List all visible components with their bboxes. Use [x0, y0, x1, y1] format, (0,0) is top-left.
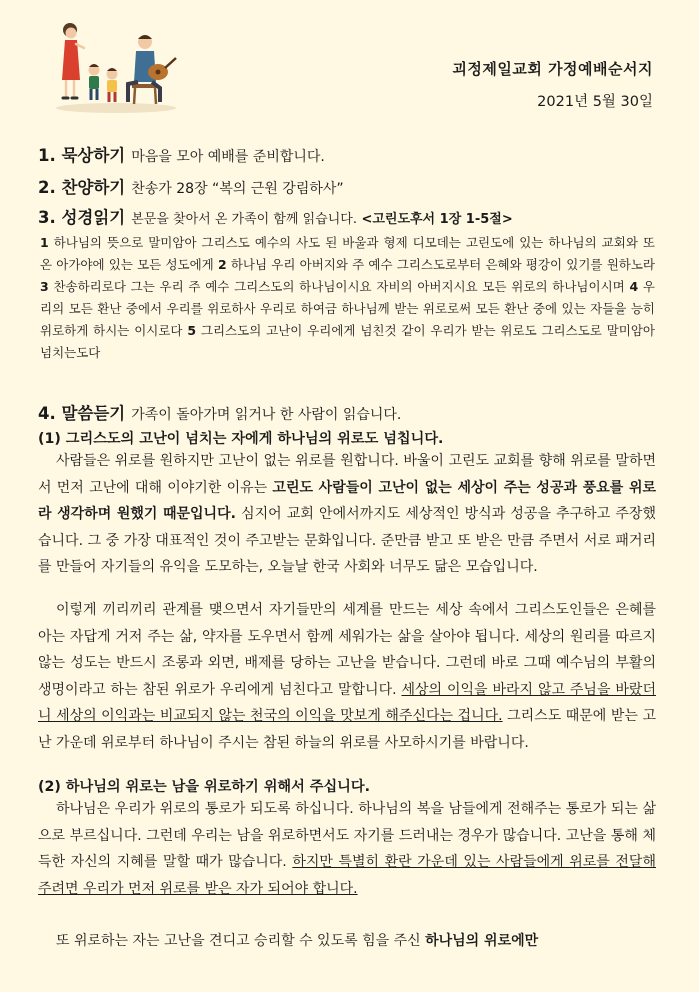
church-service-title: 괴정제일교회 가정예배순서지: [452, 60, 653, 78]
step-heading: 1. 묵상하기: [38, 146, 126, 165]
sermon-paragraph-2: [38, 597, 656, 756]
verse-number: 5: [187, 323, 197, 338]
verse-text: 찬송하리로다 그는 우리 주 예수 그리스도의 하나님이시요 자비의 아버지시요 모든 위로의 하나님이시며: [53, 279, 625, 294]
verse-text: 하나님의 뜻으로 말미암아 그리스도 예수의 사도 된 바울과 형제 디모데는 고린도에 있는 하나님의 교회와 또 온 아가야에 있는 모든 성도에게: [40, 235, 655, 272]
paragraph-text: 이렇게 끼리끼리 관계를 맺으면서 자기들만의 세계를 만드는 세상 속에서 그리스도인들은 은혜를 아는 자답게 거저 주는 삶, 약자를 도우면서 함께 세워가는 삶을 살아야 됩니다. 세상의 원리를 따르지 않는 성도는 반드시 조롱과 외면, 배제를 당하는 고난을 받습니다. 그런데 바로 그때 예수님의 부활의 생명이라고 하는 참된 위로가 우리에게 넘친다고 말합니다.: [38, 602, 656, 698]
step-text: 본문을 찾아서 온 가족이 함께 읽습니다.: [131, 212, 357, 227]
sermon-point-1-title: (1) 그리스도의 고난이 넘치는 자에게 하나님의 위로도 넘칩니다.: [38, 431, 444, 447]
verse-text: 우리의 모든 환난 중에서 우리를 위로하사 우리로 하여금 하나님께 받는 위로로써 모든 환난 중에 있는 자들을 능히 위로하게 하시는 이시로다: [40, 279, 655, 338]
emphasis-text: 고린도 사람들이 고난이 없는 세상이 주는 성공과 풍요를 위로라 생각하며 원했기 때문입니다.: [38, 479, 656, 522]
sermon-paragraph-3: [38, 796, 656, 902]
emphasis-text: 하나님의 위로에만: [425, 933, 539, 949]
service-date: 2021년 5월 30일: [537, 94, 653, 110]
step-meditation: [38, 142, 325, 166]
sermon-paragraph-1: [38, 448, 656, 581]
verse-number: 3: [40, 279, 49, 294]
sermon-point-2-title: (2) 하나님의 위로는 남을 위로하기 위해서 주십니다.: [38, 779, 370, 795]
step-text: 가족이 돌아가며 읽거나 한 사람이 읽습니다.: [131, 407, 402, 423]
step-heading: 2. 찬양하기: [38, 178, 126, 197]
paragraph-text: 심지어 교회 안에서까지도 세상적인 방식과 성공을 추구하고 주장했습니다. 그 중 가장 대표적인 것이 주고받는 문화입니다. 준만큼 받고 또 받은 만큼 주면서 서로 패거리를 만들어 자기들의 유익을 도모하는, 오늘날 한국 사회와 너무도 닮은 모습입니다.: [38, 506, 656, 575]
step-text: 마음을 모아 예배를 준비합니다.: [131, 149, 325, 165]
underlined-text: 하지만 특별히 환란 가운데 있는 사람들에게 위로를 전달해 주려면 우리가 먼저 위로를 받은 자가 되어야 합니다.: [38, 854, 656, 897]
step-heading: 4. 말씀듣기: [38, 404, 126, 423]
paragraph-text: 또 위로하는 자는 고난을 견디고 승리할 수 있도록 힘을 주신: [56, 933, 426, 949]
step-sermon: [38, 400, 401, 424]
verse-number: 2: [217, 257, 227, 272]
step-bible-reading: [38, 204, 513, 228]
paragraph-text: 그리스도 때문에 받는 고난 가운데 위로부터 하나님이 주시는 참된 하늘의 위로를 사모하시기를 바랍니다.: [38, 708, 656, 751]
sermon-paragraph-4: [38, 928, 656, 955]
paragraph-text: 하나님은 우리가 위로의 통로가 되도록 하십니다. 하나님의 복을 남들에게 전해주는 통로가 되는 삶으로 부르십니다. 그런데 우리는 남을 위로하면서도 자기를 드러내는 경우가 많습니다. 고난을 통해 체득한 자신의 지혜를 말할 때가 많습니다.: [38, 801, 656, 870]
underlined-text: 세상의 이익을 바라지 않고 주님을 바랐더니 세상의 이익과는 비교되지 않는 천국의 이익을 맛보게 해주신다는 겁니다.: [38, 681, 656, 724]
verse-number: 1: [40, 235, 49, 250]
family-worship-illustration: [48, 18, 178, 114]
scripture-passage: [40, 232, 655, 364]
paragraph-text: 사람들은 위로를 원하지만 고난이 없는 위로를 원합니다. 바울이 고린도 교회를 향해 위로를 말하면서 먼저 고난에 대해 이야기한 이유는: [38, 453, 656, 496]
verse-text: 하나님 우리 아버지와 주 예수 그리스도로부터 은혜와 평강이 있기를 원하노라: [230, 257, 655, 272]
step-heading: 3. 성경읽기: [38, 208, 126, 227]
verse-number: 4: [629, 279, 639, 294]
step-praise: [38, 174, 344, 198]
scripture-reference: <고린도후서 1장 1-5절>: [361, 212, 513, 227]
step-text: 찬송가 28장 “복의 근원 강림하사”: [131, 181, 344, 197]
verse-text: 그리스도의 고난이 우리에게 넘친것 같이 우리가 받는 위로도 그리스도로 말미암아 넘치는도다: [40, 323, 655, 360]
